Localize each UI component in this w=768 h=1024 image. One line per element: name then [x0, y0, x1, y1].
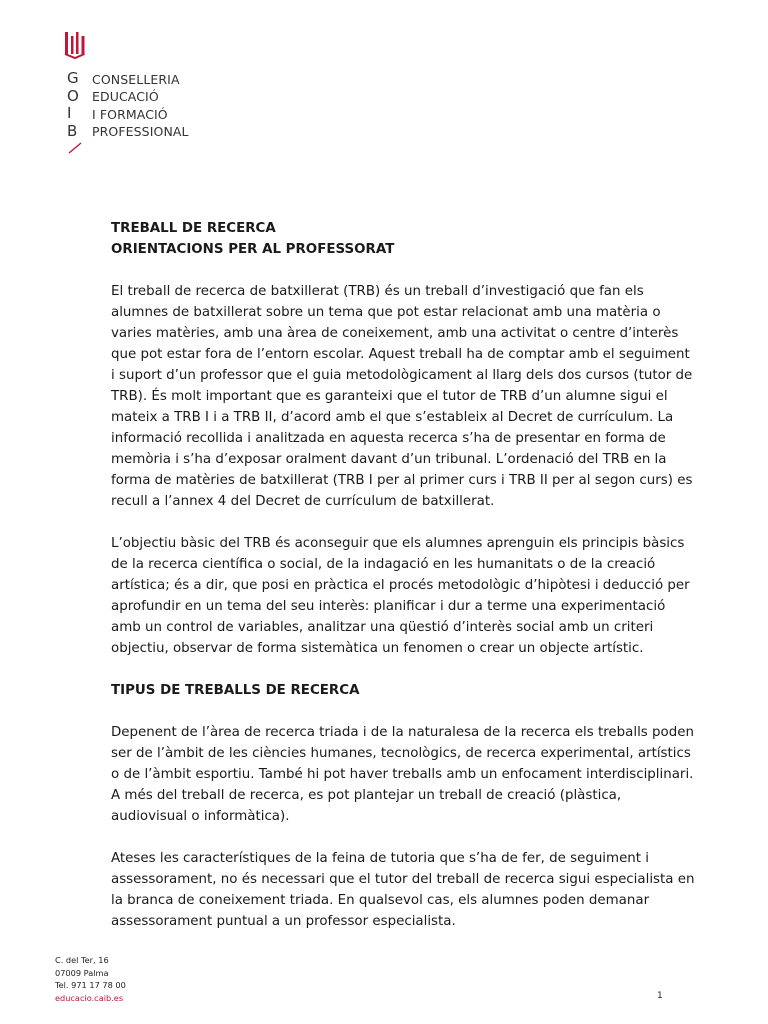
goib-letter: O — [67, 86, 79, 105]
goib-letters — [67, 70, 79, 140]
goib-emblem-icon — [63, 30, 87, 60]
title-line-2: ORIENTACIONS PER AL PROFESSORAT — [111, 242, 395, 257]
page-number: 1 — [657, 991, 663, 1001]
title-line-1: TREBALL DE RECERCA — [111, 221, 276, 236]
department-name — [92, 71, 189, 140]
paragraph: El treball de recerca de batxillerat (TRB) és un treball d’investigació que fan els alumnes de batxillerat sobre un tema que pot estar relacionat amb una matèria o varies matèries, amb una àrea de coneixement, amb una activitat o centre d’interès que pot estar fora de l’entorn escolar. Aquest treball ha de comptar amb el seguiment i suport d’un professor que el guia metodològicament al llarg dels dos cursos (tutor de TRB). És molt important que es garanteixi que el tutor de TRB d’un alumne sigui el mateix a TRB I i a TRB II, d’acord amb el que s’estableix al Decret de currículum. La informació recollida i analitzada en aquesta recerca s’ha de presentar en forma de memòria i s’ha d’exposar oralment davant d’un tribunal. L’ordenació del TRB en la forma de matèries de batxillerat (TRB I per al primer curs i TRB II per al segon curs) es recull a l’annex 4 del Decret de currículum de batxillerat. — [111, 284, 693, 509]
dept-line: I FORMACIÓ — [92, 106, 168, 122]
footer-phone: Tel. 971 17 78 00 — [55, 980, 126, 991]
dept-line: PROFESSIONAL — [92, 123, 189, 139]
section-heading: TIPUS DE TREBALLS DE RECERCA — [111, 683, 360, 698]
footer-website-link[interactable]: educacio.caib.es — [55, 992, 124, 1003]
document-body — [111, 218, 696, 953]
goib-letter: G — [67, 69, 79, 87]
paragraph: Depenent de l’àrea de recerca triada i de la naturalesa de la recerca els treballs poden ser de l’àmbit de les ciències humanes, tecnològics, de recerca experimental, artístics o de l’àmbit esportiu. També hi pot haver treballs amb un enfocament interdisciplinari. A més del treball de recerca, es pot plantejar un treball de creació (plàstica, audiovisual o informàtica). — [111, 725, 694, 824]
footer-city: 07009 Palma — [55, 967, 109, 978]
document-title — [111, 218, 696, 260]
footer-contact — [55, 954, 126, 1004]
paragraph: Ateses les característiques de la feina de tutoria que s’ha de fer, de seguiment i assessorament, no és necessari que el tutor del treball de recerca sigui especialista en la branca de coneixement triada. En qualsevol cas, els alumnes poden demanar assessorament puntual a un professor especialista. — [111, 851, 695, 929]
accent-slash-icon — [68, 142, 82, 154]
goib-letter: I — [67, 104, 72, 122]
goib-letter: B — [67, 121, 78, 140]
dept-line: EDUCACIÓ — [92, 89, 159, 105]
footer-address: C. del Ter, 16 — [55, 955, 109, 965]
paragraph: L’objectiu bàsic del TRB és aconseguir que els alumnes aprenguin els principis bàsics de la recerca científica o social, de la indagació en les humanitats o de la creació artística; és a dir, que posi en pràctica el procés metodològic d’hipòtesi i deducció per aprofundir en un tema del seu interès: planificar i dur a terme una experimentació amb un control de variables, analitzar una qüestió d’interès social amb un criteri objectiu, observar de forma sistemàtica un fenomen o crear un objecte artístic. — [111, 536, 690, 656]
dept-line: CONSELLERIA — [92, 72, 180, 87]
